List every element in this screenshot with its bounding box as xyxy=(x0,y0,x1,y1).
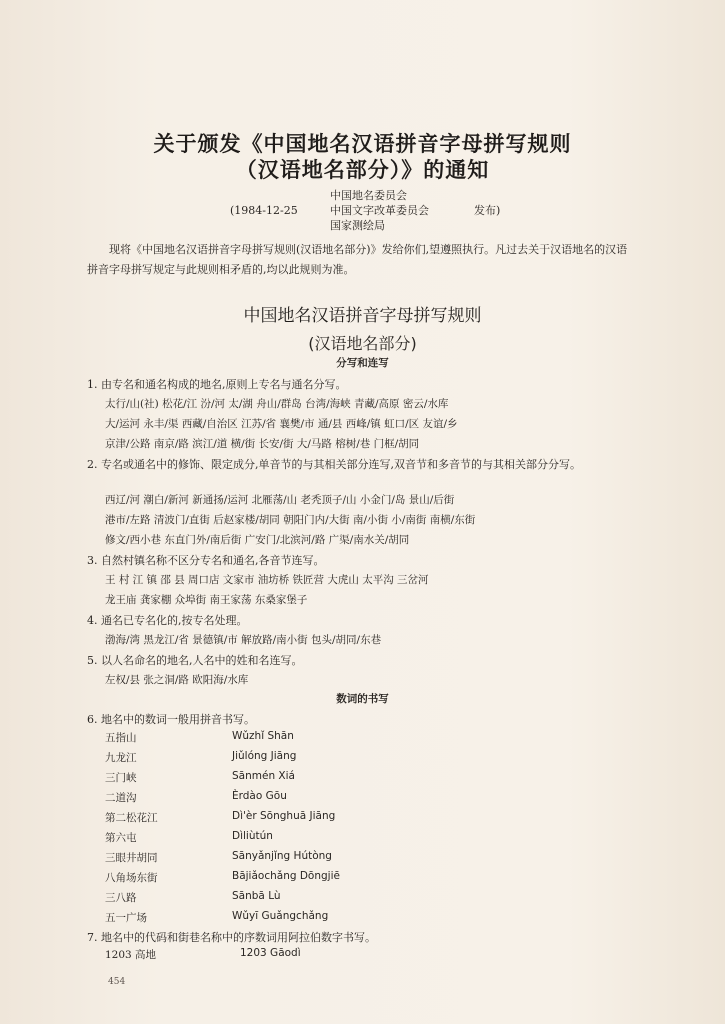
name-pinyin: Dì'èr Sōnghuā Jiāng xyxy=(232,810,336,822)
name-chinese: 九龙江 xyxy=(105,752,137,764)
rule-item: 3. 自然村镇名称不区分专名和通名,各音节连写。 xyxy=(87,554,325,567)
rule-item: 6. 地名中的数词一般用拼音书写。 xyxy=(87,713,255,726)
example-line: 港市/左路 清波门/直街 后赵家楼/胡同 朝阳门内/大街 南/小街 小/南街 南横/东街 xyxy=(105,514,476,526)
example-line: 太行/山(社) 松花/江 汾/河 太/湖 舟山/群岛 台湾/海峡 青藏/高原 密云/水库 xyxy=(105,398,449,410)
name-pinyin: Bājiǎochǎng Dōngjiē xyxy=(232,870,340,882)
issue-suffix: 发布) xyxy=(474,204,501,217)
rule-item: 7. 地名中的代码和街巷名称中的序数词用阿拉伯数字书写。 xyxy=(87,931,376,944)
example-line: 修文/西小巷 东直门外/南后街 广安门/北滨河/路 广渠/南水关/胡同 xyxy=(105,534,410,546)
notice-title-line1: 关于颁发《中国地名汉语拼音字母拼写规则 xyxy=(153,132,572,156)
rule-item: 1. 由专名和通名构成的地名,原则上专名与通名分写。 xyxy=(87,378,347,391)
issue-date: (1984-12-25 xyxy=(230,204,298,217)
name-pinyin: Wǔzhǐ Shān xyxy=(232,730,294,742)
name-chinese: 三八路 xyxy=(105,892,137,904)
example-line: 渤海/湾 黑龙江/省 景德镇/市 解放路/南小街 包头/胡同/东巷 xyxy=(105,634,382,646)
name-pinyin: 1203 Gāodì xyxy=(240,947,301,959)
example-line: 京津/公路 南京/路 滨江/道 横/街 长安/街 大/马路 榕树/巷 门框/胡同 xyxy=(105,438,420,450)
example-line: 王 村 江 镇 邵 县 周口店 文家市 油坊桥 铁匠营 大虎山 太平沟 三岔河 xyxy=(105,574,429,586)
notice-body: 现将《中国地名汉语拼音字母拼写规则(汉语地名部分)》发给你们,望遵照执行。凡过去关于汉语地名的汉语拼音字母拼写规定与此规则相矛盾的,均以此规则为准。 xyxy=(87,243,628,276)
example-line: 大/运河 永丰/渠 西藏/自治区 江苏/省 襄樊/市 通/县 西峰/镇 虹口/区 友谊/乡 xyxy=(105,418,458,430)
issuer-name: 中国文字改革委员会 xyxy=(330,204,429,217)
name-chinese: 1203 高地 xyxy=(105,949,157,961)
name-pinyin: Jiǔlóng Jiāng xyxy=(232,750,297,762)
rule-item: 5. 以人名命名的地名,人名中的姓和名连写。 xyxy=(87,654,303,667)
name-chinese: 五指山 xyxy=(105,732,137,744)
name-chinese: 八角场东街 xyxy=(105,872,158,884)
notice-title-line2: （汉语地名部分）》的通知 xyxy=(235,158,490,182)
issuer-name: 国家测绘局 xyxy=(330,219,385,232)
name-pinyin: Sānmén Xiá xyxy=(232,770,295,782)
name-pinyin: Sānyǎnjǐng Hútòng xyxy=(232,850,332,862)
rule-item: 4. 通名已专名化的,按专名处理。 xyxy=(87,614,248,627)
section-heading: 数词的书写 xyxy=(336,693,389,705)
example-line: 左权/县 张之洞/路 欧阳海/水库 xyxy=(105,674,249,686)
name-chinese: 三门峡 xyxy=(105,772,137,784)
rules-subtitle: (汉语地名部分) xyxy=(308,334,417,353)
name-pinyin: Sānbā Lù xyxy=(232,890,281,902)
rules-title: 中国地名汉语拼音字母拼写规则 xyxy=(243,306,482,326)
section-heading: 分写和连写 xyxy=(336,357,389,369)
name-pinyin: Wǔyī Guǎngchǎng xyxy=(232,910,329,922)
name-chinese: 第二松花江 xyxy=(105,812,158,824)
name-chinese: 三眼井胡同 xyxy=(105,852,158,864)
page-number: 454 xyxy=(108,977,126,987)
issuer-name: 中国地名委员会 xyxy=(330,189,407,202)
name-pinyin: Èrdào Gōu xyxy=(232,790,287,802)
example-line: 龙王庙 龚家棚 众埠街 南王家荡 东桑家堡子 xyxy=(105,594,308,606)
name-chinese: 五一广场 xyxy=(105,912,147,924)
name-chinese: 第六屯 xyxy=(105,832,137,844)
name-chinese: 二道沟 xyxy=(105,792,137,804)
name-pinyin: Dìliùtún xyxy=(232,830,273,842)
example-line: 西辽/河 潮白/新河 新通扬/运河 北雁荡/山 老秃顶子/山 小金门/岛 景山/后街 xyxy=(105,494,455,506)
rule-item: 2. 专名或通名中的修饰、限定成分,单音节的与其相关部分连写,双音节和多音节的与其相关部分分写。 xyxy=(87,458,581,471)
